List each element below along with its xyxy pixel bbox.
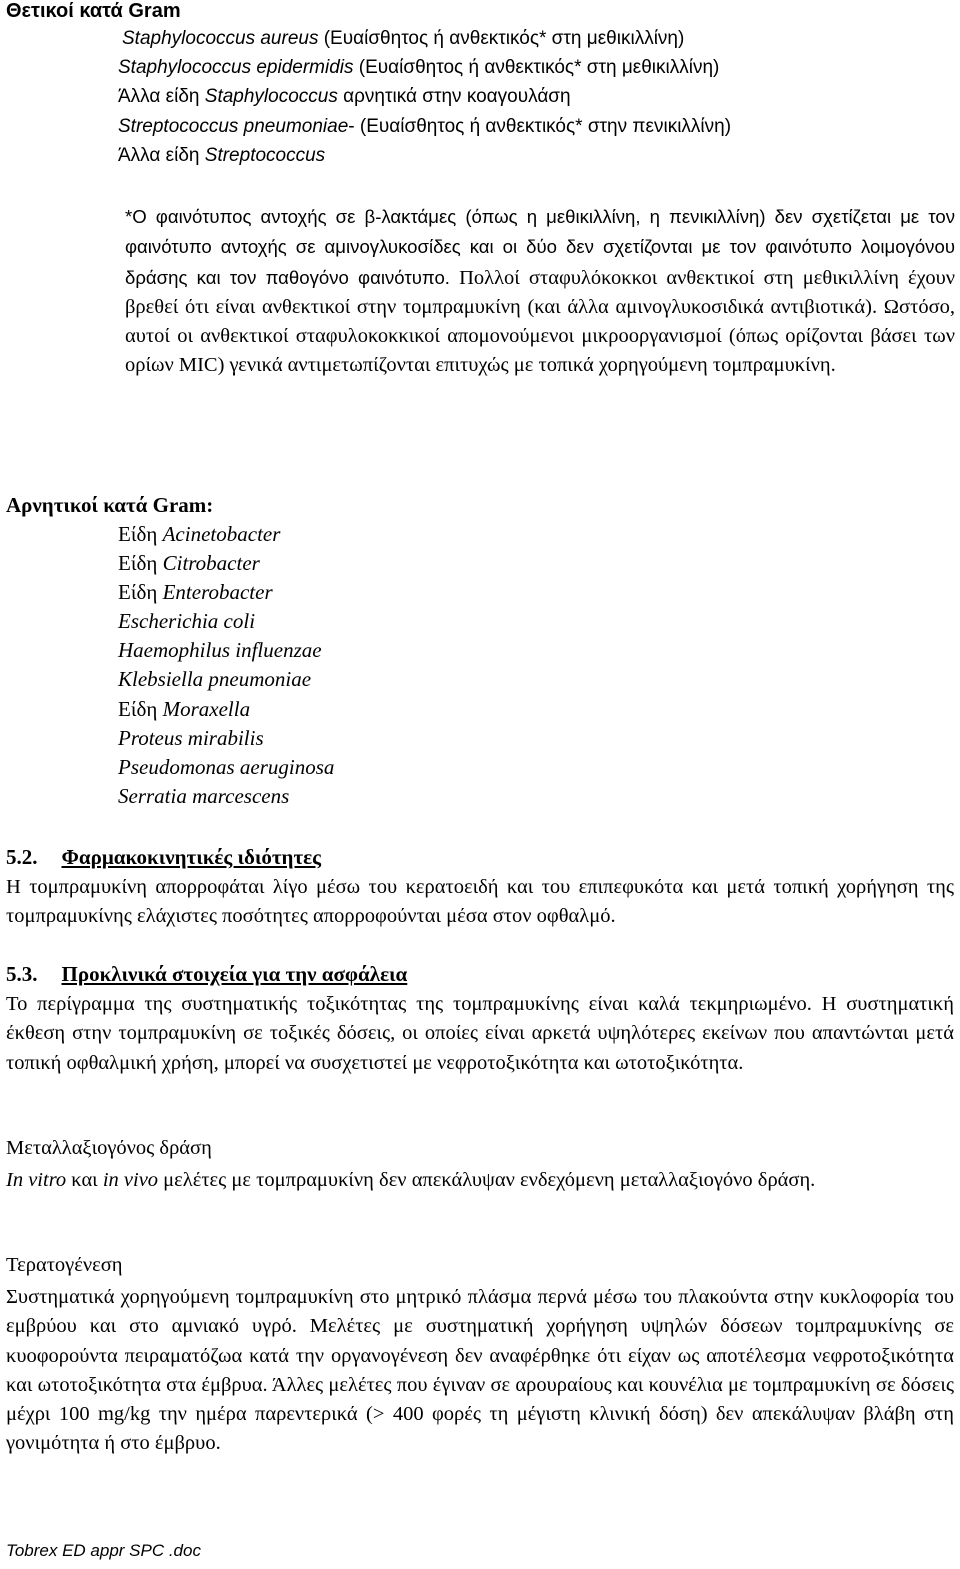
section-5-3-number: 5.3. xyxy=(6,962,38,986)
gram-positive-item-1: Staphylococcus aureus (Ευαίσθητος ή ανθεκτικός* στη μεθικιλλίνη) xyxy=(122,28,685,49)
gram-negative-item-10: Serratia marcescens xyxy=(118,784,290,808)
document-footer: Tobrex ED appr SPC .doc xyxy=(6,1541,201,1560)
gram-negative-heading: Αρνητικοί κατά Gram: xyxy=(6,493,214,517)
teratogenesis-body: Συστηματικά χορηγούμενη τομπραμυκίνη στο μητρικό πλάσμα περνά μέσω του πλακούντα στην κυκλοφορία του εμβρύου και στο αμνιακό υγρό. Μελέτες με συστηματική χορήγηση υψηλών δόσεων τομπραμυκίνης σε κυοφορούντα πειραματόζωα κατά την οργανογένεση δεν αναφέρθηκε ότι είχαν ως αποτέλεσμα νεφροτοξικότητα και ωτοτοξικότητα στα έμβρυα. Άλλες μελέτες που έγιναν σε αρουραίους και κουνέλια με τομπραμυκίνη σε δόσεις μέχρι 100 mg/kg την ημέρα παρεντερικά (> 400 φορές τη μέγιστη κλινική δόση) δεν απεκάλυψαν βλάβη στη γονιμότητα ή στο έμβρυο. xyxy=(6,1286,954,1455)
gram-negative-item-3: Είδη Enterobacter xyxy=(118,580,273,604)
teratogenesis-heading: Τερατογένεση xyxy=(6,1254,123,1276)
gram-negative-item-8: Proteus mirabilis xyxy=(118,726,264,750)
section-5-3-body: Το περίγραμμα της συστηματικής τοξικότητας της τομπραμυκίνης είναι καλά τεκμηριωμένο. Η συστηματική έκθεση στην τομπραμυκίνη σε τοξικές δόσεις, οι οποίες είναι αρκετά υψηλότερες εκείνων που απαντώνται μετά τοπική οφθαλμική χρήση, μπορεί να συσχετιστεί με νεφροτοξικότητα και ωτοτοξικότητα. xyxy=(6,993,954,1074)
gram-negative-item-7: Είδη Moraxella xyxy=(118,697,251,721)
section-5-3-title: Προκλινικά στοιχεία για την ασφάλεια xyxy=(61,962,408,986)
mutagenicity-body: In vitro και in vivo μελέτες με τομπραμυκίνη δεν απεκάλυψαν ενδεχόμενη μεταλλαξιογόνο δράση. xyxy=(6,1169,816,1191)
gram-negative-item-1: Είδη Acinetobacter xyxy=(118,522,281,546)
section-5-3-heading xyxy=(6,962,407,987)
section-5-2-heading xyxy=(6,845,321,870)
section-5-2-number: 5.2. xyxy=(6,845,38,869)
gram-negative-item-9: Pseudomonas aeruginosa xyxy=(118,755,335,779)
section-5-2-title: Φαρμακοκινητικές ιδιότητες xyxy=(61,845,321,869)
gram-negative-item-5: Haemophilus influenzae xyxy=(118,638,322,662)
gram-negative-item-4: Escherichia coli xyxy=(118,609,256,633)
gram-negative-item-2: Είδη Citrobacter xyxy=(118,551,260,575)
gram-negative-item-6: Klebsiella pneumoniae xyxy=(118,667,312,691)
mutagenicity-heading: Μεταλλαξιογόνος δράση xyxy=(6,1137,212,1159)
gram-positive-item-5: Άλλα είδη Streptococcus xyxy=(118,145,326,166)
gram-positive-footnote: *Ο φαινότυπος αντοχής σε β-λακτάμες (όπως η μεθικιλλίνη, η πενικιλλίνη) δεν σχετίζεται με τον φαινότυπο αντοχής σε αμινογλυκοσίδες και οι δύο δεν σχετίζονται με τον φαινότυπο λοιμογόνου δράσης και τον παθογόνο φαινότυπο. Πολλοί σταφυλόκοκκοι ανθεκτικοί στη μεθικιλλίνη έχουν βρεθεί ότι είναι ανθεκτικοί στην τομπραμυκίνη (και άλλα αμινογλυκοσιδικά αντιβιοτικά). Ωστόσο, αυτοί οι ανθεκτικοί σταφυλοκοκκικοί απομονούμενοι μικροοργανισμοί (όπως ορίζονται βάσει των ορίων MIC) γενικά αντιμετωπίζονται επιτυχώς με τοπικά χορηγούμενη τομπραμυκίνη. xyxy=(125,206,955,377)
gram-positive-item-3: Άλλα είδη Staphylococcus αρνητικά στην κοαγουλάση xyxy=(118,86,571,107)
gram-positive-item-4: Streptococcus pneumoniae- (Ευαίσθητος ή ανθεκτικός* στην πενικιλλίνη) xyxy=(118,116,732,137)
gram-positive-item-2: Staphylococcus epidermidis (Ευαίσθητος ή ανθεκτικός* στη μεθικιλλίνη) xyxy=(118,57,720,78)
gram-positive-heading: Θετικοί κατά Gram xyxy=(6,0,181,22)
section-5-2-body: Η τομπραμυκίνη απορροφάται λίγο μέσω του κερατοειδή και του επιπεφυκότα και μετά τοπική χορήγηση της τομπραμυκίνης ελάχιστες ποσότητες απορροφούνται μέσα στον οφθαλμό. xyxy=(6,876,954,928)
